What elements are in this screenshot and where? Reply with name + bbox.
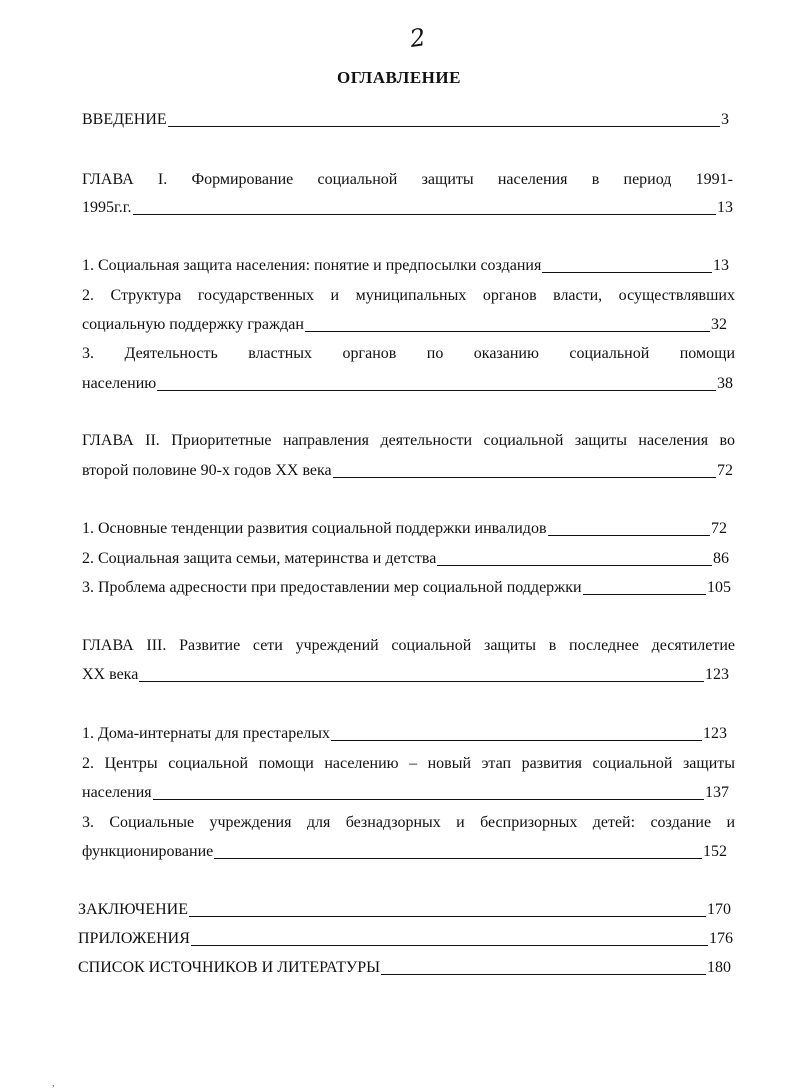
- toc-page-number: 72: [717, 462, 733, 479]
- toc-entry-sources[interactable]: [78, 958, 731, 978]
- toc-page-number: 123: [705, 666, 729, 683]
- ch3-sec2-heading: 2. Центры социальной помощи населению – новый этап развития социальной защиты: [82, 755, 735, 772]
- toc-entry-label: 3. Проблема адресности при предоставлении мер социальной поддержки: [82, 579, 582, 596]
- toc-entry-conclusion[interactable]: [78, 900, 731, 920]
- toc-entry-ch3-sec2[interactable]: [82, 783, 729, 803]
- leader-line: [168, 125, 720, 127]
- toc-entry-label: ПРИЛОЖЕНИЯ: [78, 930, 190, 947]
- toc-page-number: 3: [721, 111, 729, 128]
- leader-line: [331, 739, 702, 741]
- toc-entry-label: ЗАКЛЮЧЕНИЕ: [78, 901, 188, 918]
- toc-entry-chapter-2[interactable]: [82, 461, 733, 481]
- ch3-sec3-heading: 3. Социальные учреждения для безнадзорных и беспризорных детей: создание и: [82, 814, 735, 831]
- toc-entry-label: функционирование: [82, 843, 214, 860]
- toc-page-number: 123: [703, 725, 727, 742]
- toc-page-number: 13: [717, 199, 733, 216]
- page-title: ОГЛАВЛЕНИЕ: [337, 68, 461, 87]
- chapter-2-heading: ГЛАВА II. Приоритетные направления деятельности социальной защиты населения во: [82, 432, 735, 449]
- toc-page-number: 152: [703, 843, 727, 860]
- leader-line: [153, 798, 704, 800]
- handwritten-page-number: 2: [408, 23, 428, 53]
- toc-page-number: 86: [713, 550, 729, 567]
- leader-line: [437, 564, 712, 566]
- toc-entry-ch1-sec3[interactable]: [82, 374, 733, 394]
- toc-entry-label: СПИСОК ИСТОЧНИКОВ И ЛИТЕРАТУРЫ: [78, 959, 381, 976]
- leader-line: [542, 271, 712, 273]
- leader-line: [548, 534, 711, 536]
- toc-page-number: 38: [717, 375, 733, 392]
- toc-entry-label: второй половине 90-х годов XX века: [82, 462, 332, 479]
- leader-line: [305, 330, 710, 332]
- leader-line: [133, 213, 716, 215]
- toc-entry-label: XX века: [82, 666, 139, 683]
- toc-entry-label: 1. Основные тенденции развития социальной поддержки инвалидов: [82, 520, 547, 537]
- toc-page-number: 176: [709, 930, 733, 947]
- toc-entry-ch1-sec2[interactable]: [82, 315, 727, 335]
- ch1-sec2-heading: 2. Структура государственных и муниципальных органов власти, осуществлявших: [82, 287, 735, 304]
- toc-entry-label: 2. Социальная защита семьи, материнства и детства: [82, 550, 437, 567]
- toc-entry-label: социальную поддержку граждан: [82, 316, 304, 333]
- scan-artifact: ,: [52, 1078, 55, 1089]
- toc-entry-ch3-sec3[interactable]: [82, 842, 727, 862]
- leader-line: [381, 973, 706, 975]
- toc-entry-label: 1. Дома-интернаты для престарелых: [82, 725, 331, 742]
- toc-entry-label: населения: [82, 784, 152, 801]
- toc-entry-label: населению: [82, 375, 157, 392]
- toc-entry-chapter-3[interactable]: [82, 665, 729, 685]
- leader-line: [333, 476, 716, 478]
- toc-entry-label: 1. Социальная защита населения: понятие и предпосылки создания: [82, 257, 542, 274]
- leader-line: [583, 593, 706, 595]
- toc-entry-ch2-sec3[interactable]: [82, 578, 731, 598]
- toc-page-number: 180: [707, 959, 731, 976]
- leader-line: [139, 680, 704, 682]
- leader-line: [214, 857, 702, 859]
- toc-entry-ch3-sec1[interactable]: [82, 724, 727, 744]
- toc-entry-label: 1995г.г.: [82, 199, 132, 216]
- toc-entry-appendices[interactable]: [78, 929, 733, 949]
- leader-line: [191, 944, 708, 946]
- leader-line: [157, 389, 716, 391]
- toc-entry-label: ВВЕДЕНИЕ: [82, 111, 167, 128]
- toc-entry-ch1-sec1[interactable]: [82, 256, 729, 276]
- toc-page-number: 137: [705, 784, 729, 801]
- ch1-sec3-heading: 3. Деятельность властных органов по оказанию социальной помощи: [82, 345, 735, 362]
- toc-entry-chapter-1[interactable]: [82, 198, 733, 218]
- leader-line: [189, 915, 706, 917]
- toc-entry-ch2-sec1[interactable]: [82, 519, 727, 539]
- toc-page-number: 105: [707, 579, 731, 596]
- toc-page-number: 170: [707, 901, 731, 918]
- toc-entry-intro[interactable]: [82, 110, 729, 130]
- toc-entry-ch2-sec2[interactable]: [82, 549, 729, 569]
- toc-page-number: 13: [713, 257, 729, 274]
- chapter-3-heading: ГЛАВА III. Развитие сети учреждений социальной защиты в последнее десятилетие: [82, 637, 735, 654]
- toc-page-number: 32: [711, 316, 727, 333]
- toc-page-number: 72: [711, 520, 727, 537]
- chapter-1-heading: ГЛАВА I. Формирование социальной защиты населения в период 1991-: [82, 171, 733, 188]
